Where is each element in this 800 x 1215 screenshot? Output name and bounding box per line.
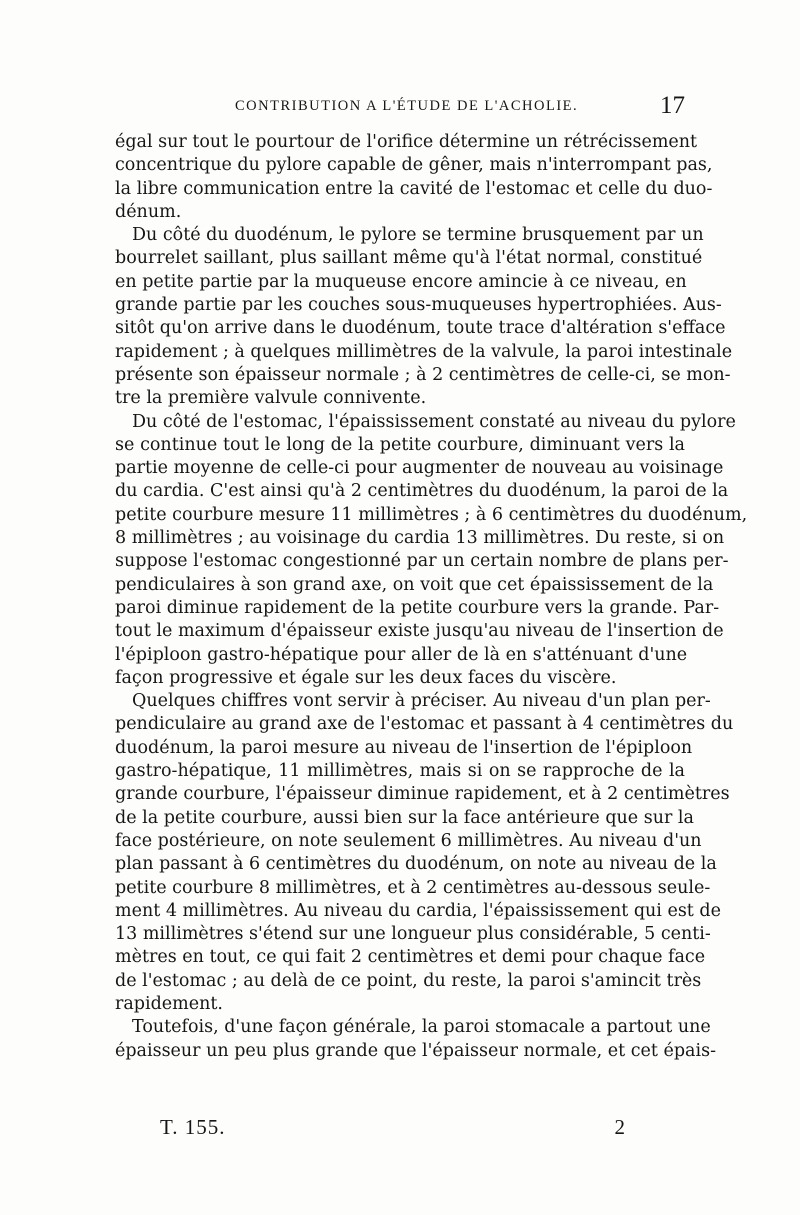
printer-signature: T. 155. bbox=[160, 1115, 226, 1139]
text-line: concentrique du pylore capable de gêner, mais n'interrompant pas, bbox=[115, 155, 713, 176]
text-line: façon progressive et égale sur les deux faces du viscère. bbox=[115, 667, 617, 688]
text-line: suppose l'estomac congestionné par un certain nombre de plans per- bbox=[115, 551, 729, 572]
text-line: dénum. bbox=[115, 201, 182, 222]
text-line: grande courbure, l'épaisseur diminue rapidement, et à 2 centimètres bbox=[115, 784, 730, 805]
text-line: Toutefois, d'une façon générale, la paroi stomacale a partout une bbox=[132, 1017, 711, 1038]
paragraph bbox=[115, 131, 713, 224]
text-line: gastro-hépatique, 11 millimètres, mais si on se rapproche de la bbox=[115, 761, 685, 782]
text-line: Du côté du duodénum, le pylore se termine brusquement par un bbox=[132, 225, 704, 246]
text-line: petite courbure mesure 11 millimètres ; à 6 centimètres du duodénum, bbox=[115, 504, 748, 525]
running-title: CONTRIBUTION A L'ÉTUDE DE L'ACHOLIE. bbox=[235, 98, 579, 114]
text-line: ment 4 millimètres. Au niveau du cardia, l'épaississement qui est de bbox=[115, 900, 721, 921]
text-line: épaisseur un peu plus grande que l'épaisseur normale, et cet épais- bbox=[115, 1040, 716, 1061]
text-line: rapidement ; à quelques millimètres de la valvule, la paroi intestinale bbox=[115, 341, 733, 362]
text-line: duodénum, la paroi mesure au niveau de l'insertion de l'épiploon bbox=[115, 737, 693, 758]
text-line: en petite partie par la muqueuse encore amincie à ce niveau, en bbox=[115, 271, 687, 292]
text-line: la libre communication entre la cavité de l'estomac et celle du duo- bbox=[115, 178, 713, 199]
text-line: pendiculaire au grand axe de l'estomac et passant à 4 centimètres du bbox=[115, 714, 734, 735]
paragraph bbox=[115, 411, 748, 691]
page-footer bbox=[160, 1115, 625, 1145]
text-line: égal sur tout le pourtour de l'orifice détermine un rétrécissement bbox=[115, 132, 698, 152]
text-line: sitôt qu'on arrive dans le duodénum, toute trace d'altération s'efface bbox=[115, 318, 726, 339]
text-line: 8 millimètres ; au voisinage du cardia 13 millimètres. Du reste, si on bbox=[115, 528, 725, 549]
text-line: mètres en tout, ce qui fait 2 centimètres et demi pour chaque face bbox=[115, 947, 706, 968]
paragraph bbox=[115, 1016, 716, 1063]
text-line: plan passant à 6 centimètres du duodénum, on note au niveau de la bbox=[115, 854, 717, 875]
text-line: bourrelet saillant, plus saillant même qu'à l'état normal, constitué bbox=[115, 248, 703, 269]
running-header bbox=[115, 92, 685, 122]
text-line: tout le maximum d'épaisseur existe jusqu'au niveau de l'insertion de bbox=[115, 621, 724, 642]
text-line: petite courbure 8 millimètres, et à 2 centimètres au-dessous seule- bbox=[115, 877, 711, 898]
paragraph bbox=[115, 690, 734, 1016]
text-line: paroi diminue rapidement de la petite courbure vers la grande. Par- bbox=[115, 597, 720, 618]
sheet-number: 2 bbox=[614, 1115, 625, 1139]
text-line: se continue tout le long de la petite courbure, diminuant vers la bbox=[115, 434, 685, 455]
text-line: Du côté de l'estomac, l'épaississement constaté au niveau du pylore bbox=[132, 411, 736, 432]
text-line: face postérieure, on note seulement 6 millimètres. Au niveau d'un bbox=[115, 830, 702, 851]
paragraph bbox=[115, 224, 733, 410]
text-line: présente son épaisseur normale ; à 2 centimètres de celle-ci, se mon- bbox=[115, 364, 731, 385]
text-line: Quelques chiffres vont servir à préciser. Au niveau d'un plan per- bbox=[132, 691, 711, 712]
text-line: l'épiploon gastro-hépatique pour aller de là en s'atténuant d'une bbox=[115, 644, 688, 665]
text-line: 13 millimètres s'étend sur une longueur plus considérable, 5 centi- bbox=[115, 924, 711, 945]
text-line: de la petite courbure, aussi bien sur la face antérieure que sur la bbox=[115, 807, 694, 828]
text-line: de l'estomac ; au delà de ce point, du reste, la paroi s'amincit très bbox=[115, 970, 702, 991]
text-line: partie moyenne de celle-ci pour augmenter de nouveau au voisinage bbox=[115, 458, 724, 479]
text-line: tre la première valvule connivente. bbox=[115, 388, 427, 409]
text-line: rapidement. bbox=[115, 993, 223, 1014]
text-line: grande partie par les couches sous-muqueuses hypertrophiées. Aus- bbox=[115, 295, 722, 316]
text-line: du cardia. C'est ainsi qu'à 2 centimètres du duodénum, la paroi de la bbox=[115, 481, 729, 502]
page-number: 17 bbox=[660, 92, 685, 119]
text-line: pendiculaires à son grand axe, on voit que cet épaississement de la bbox=[115, 574, 714, 595]
body-text bbox=[115, 131, 748, 1063]
